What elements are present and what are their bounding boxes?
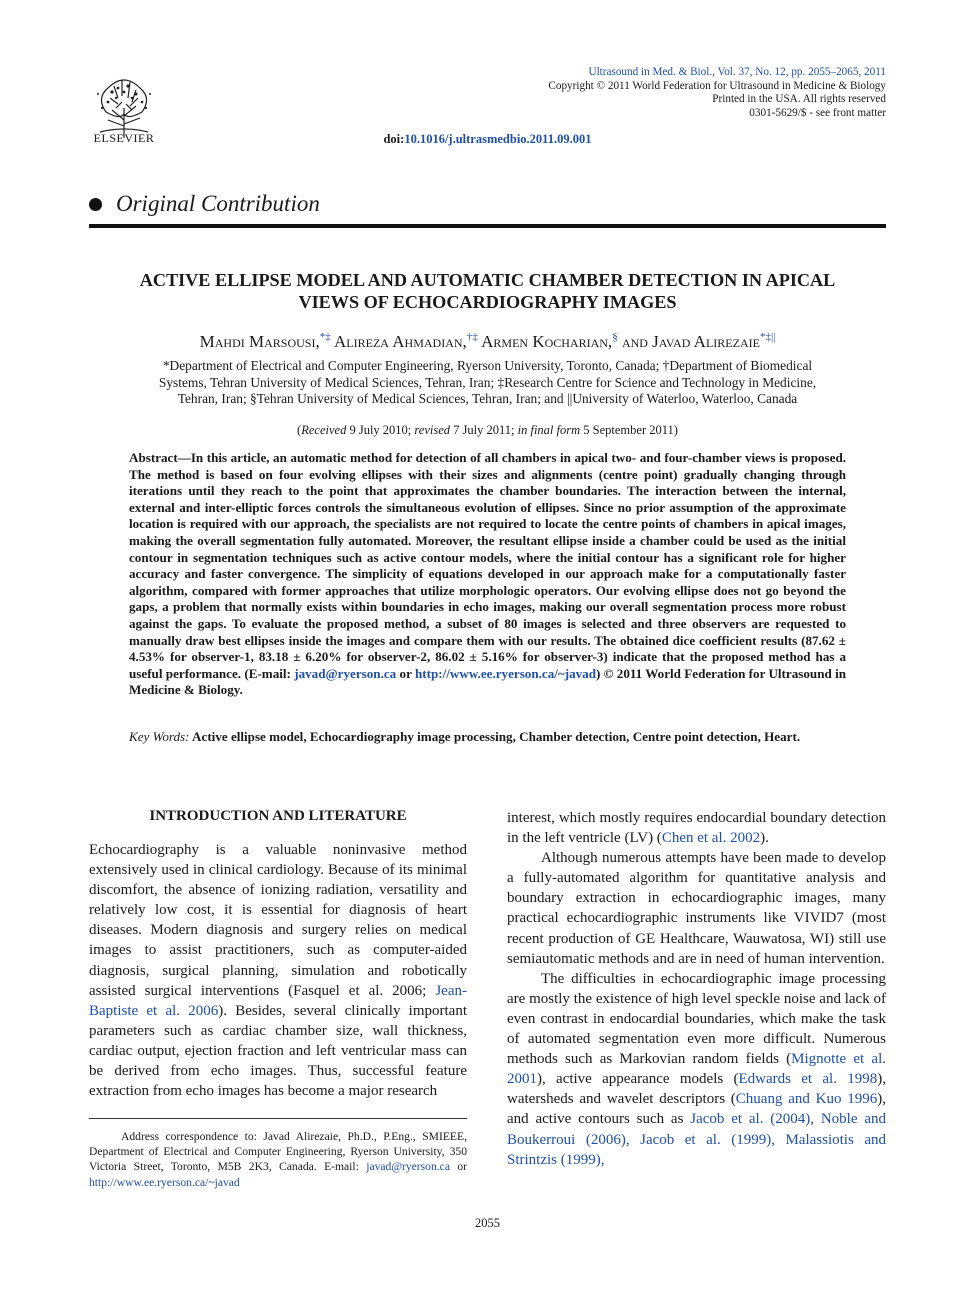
received-date: 9 July 2010; — [346, 423, 415, 437]
doi-line — [0, 132, 975, 147]
author-marks[interactable]: § — [612, 331, 618, 343]
citation-link[interactable]: Mignotte et al. 2001 — [507, 1051, 886, 1088]
final-date: 5 September 2011) — [580, 423, 678, 437]
affiliation-line: Systems, Tehran University of Medical Sciences, Tehran, Iran; ‡Research Centre for Science and Technology in Medicine, — [158, 374, 817, 390]
author-list — [89, 331, 886, 352]
printed-line: Printed in the USA. All rights reserved — [712, 93, 886, 106]
paragraph — [507, 969, 886, 1170]
author-name: Mahdi Marsousi, — [199, 332, 320, 351]
abstract-tail: ) © 2011 World Federation for Ultrasound in Medicine & Biology. — [129, 665, 846, 698]
text-run: The difficulties in echocardiographic image processing are mostly the existence of high level speckle noise and lack of even contrast in endocardial boundaries, which make the task of automated segmentation even more difficult. Numerous methods such as Markovian random fields ( — [507, 970, 886, 1068]
citation-link[interactable]: Chuang and Kuo 1996 — [735, 1091, 878, 1108]
journal-citation[interactable]: Ultrasound in Med. & Biol., Vol. 37, No. 12, pp. 2055–2065, 2011 — [588, 66, 886, 78]
homepage-link[interactable]: http://www.ee.ryerson.ca/~javad — [414, 665, 596, 681]
author-name: and Javad Alirezaie — [621, 332, 760, 351]
author-marks[interactable]: *‡|| — [759, 331, 776, 343]
citation-link[interactable]: Jacob et al. (2004), Noble and Boukerroui (2006), Jacob et al. (1999), Malassiotis and Strintzis (1999), — [507, 1111, 886, 1168]
dates-open: ( — [297, 423, 302, 437]
copyright-line: Copyright © 2011 World Federation for Ultrasound in Medicine & Biology — [548, 79, 886, 92]
header-rule — [89, 224, 886, 228]
text-run: interest, which mostly requires endocardial boundary detection in the left ventricle (LV) ( — [507, 810, 886, 847]
text-run: Echocardiography is a valuable noninvasive method extensively used in clinical cardiology. Because of its minimal discomfort, the absence of ionizing radiation, versatility and relatively low cost, it is essential for diagnosis of heart diseases. Modern diagnosis and surgery relies on medical images to assist practitioners, such as computer-aided diagnosis, surgical planning, simulation and robotically assisted surgical interventions (Fasquel et al. 2006; — [89, 842, 467, 999]
publisher-logo-text: ELSEVIER — [93, 131, 155, 145]
email-link[interactable]: javad@ryerson.ca — [294, 665, 397, 681]
keywords — [129, 729, 846, 746]
revised-date: 7 July 2011; — [450, 423, 518, 437]
title-line-1: ACTIVE ELLIPSE MODEL AND AUTOMATIC CHAMBER DETECTION IN APICAL — [139, 270, 836, 290]
abstract-or: or — [396, 665, 415, 681]
citation-link[interactable]: Chen et al. 2002 — [661, 830, 761, 847]
author-marks[interactable]: †‡ — [466, 331, 478, 343]
history-dates — [89, 423, 886, 438]
author-marks[interactable]: *‡ — [319, 331, 331, 343]
affiliation-line: *Department of Electrical and Computer Engineering, Ryerson University, Toronto, Canada; †Department of Biomedical — [162, 358, 813, 373]
footnote-text: Address correspondence to: Javad Alirezaie, Ph.D., P.Eng., SMIEEE, Department of Electrical and Computer Engineering, Ryerson University, 350 Victoria Street, Toronto, M5B 2K3, Canada. E-mail: — [89, 1130, 467, 1174]
footnote-email-link[interactable]: javad@ryerson.ca — [366, 1160, 450, 1174]
section-tag — [89, 191, 320, 217]
journal-info — [548, 66, 886, 120]
text-run: ). — [760, 830, 769, 847]
page-number: 2055 — [475, 1216, 500, 1230]
abstract-body: Abstract—In this article, an automatic method for detection of all chambers in apical two- and four-chamber views is proposed. The method is based on four evolving ellipses with their sizes and alignments (centre point) gradually changing through iterations until they reach to the point that approximates the chamber boundaries. The interaction between the internal, external and inter-elliptic forces controls the simultaneous evolution of ellipses. Since no prior assumption of the approximate location is required with our approach, the specialists are not required to locate the centre points of chambers in apical images, making the overall segmentation fully automated. Moreover, the resultant ellipse inside a chamber could be used as the initial contour in segmentation techniques such as active contour models, where the initial contour has a significant role for higher accuracy and faster convergence. The simplicity of equations developed in our approach make for a computationally faster algorithm, compared with former approaches that utilize morphologic operators. Our evolving ellipse does not go beyond the gaps, a problem that normally exists within boundaries in echo images, making our overall segmentation process more robust against the gaps. To evaluate the proposed method, a subset of 80 images is selected and three observers are requested to manually draw best ellipses inside the images and compare them with our results. The obtained dice coefficient results (87.62 ± 4.53% for observer-1, 83.18 ± 6.20% for observer-2, 86.02 ± 5.16% for observer-3) indicate that the proposed method has a useful performance. (E-mail: — [129, 450, 846, 681]
article-title — [89, 269, 886, 313]
received-label: Received — [301, 423, 347, 437]
doi-link[interactable]: 10.1016/j.ultrasmedbio.2011.09.001 — [404, 132, 592, 146]
citation-link[interactable]: Jean-Baptiste et al. 2006 — [89, 982, 467, 1019]
text-run: ), and active contours such as — [507, 1091, 886, 1128]
keywords-label: Key Words: — [129, 729, 190, 744]
text-run: ), active appearance models ( — [537, 1071, 739, 1088]
right-column — [507, 808, 886, 1170]
author-name: Alireza Ahmadian, — [334, 332, 467, 351]
revised-label: revised — [414, 423, 451, 437]
author-name: Armen Kocharian, — [481, 332, 613, 351]
affiliations — [110, 358, 865, 408]
bullet-icon — [89, 198, 102, 211]
keywords-text: Active ellipse model, Echocardiography image processing, Chamber detection, Centre point detection, Heart. — [189, 729, 801, 744]
doi-label: doi: — [383, 132, 405, 146]
footnote-rule — [89, 1118, 467, 1119]
paragraph — [89, 840, 467, 1101]
final-label: in final form — [517, 423, 581, 437]
citation-link[interactable]: Edwards et al. 1998 — [738, 1071, 878, 1088]
paragraph — [507, 808, 886, 848]
title-line-2: VIEWS OF ECHOCARDIOGRAPHY IMAGES — [298, 292, 677, 312]
footnote-or: or — [449, 1160, 467, 1174]
correspondence-footnote — [89, 1129, 467, 1190]
issn-line: 0301-5629/$ - see front matter — [749, 106, 886, 119]
text-run: ). Besides, several clinically important parameters such as cardiac chamber size, wall thickness, cardiac output, ejection fraction and left ventricular mass can be derived from echo images. Thus, successful feature extraction from echo images has become a major research — [89, 1002, 468, 1100]
footnote-url-link[interactable]: http://www.ee.ryerson.ca/~javad — [89, 1175, 240, 1189]
paragraph: Although numerous attempts have been made to develop a fully-automated algorithm for quantitative analysis and boundary extraction in echocardiographic images, many practical echocardiographic instruments like VIVID7 (most recent production of GE Healthcare, Wauwatosa, WI) still use semiautomatic methods and are in need of human intervention. — [507, 850, 886, 967]
affiliation-line: Tehran, Iran; §Tehran University of Medical Sciences, Tehran, Iran; and ||University of Waterloo, Waterloo, Canada — [177, 391, 798, 407]
text-run: ), watersheds and wavelet descriptors ( — [507, 1071, 886, 1108]
section-heading: INTRODUCTION AND LITERATURE — [149, 808, 407, 824]
abstract — [129, 450, 846, 699]
section-tag-label: Original Contribution — [116, 191, 320, 216]
left-column — [89, 840, 467, 1101]
